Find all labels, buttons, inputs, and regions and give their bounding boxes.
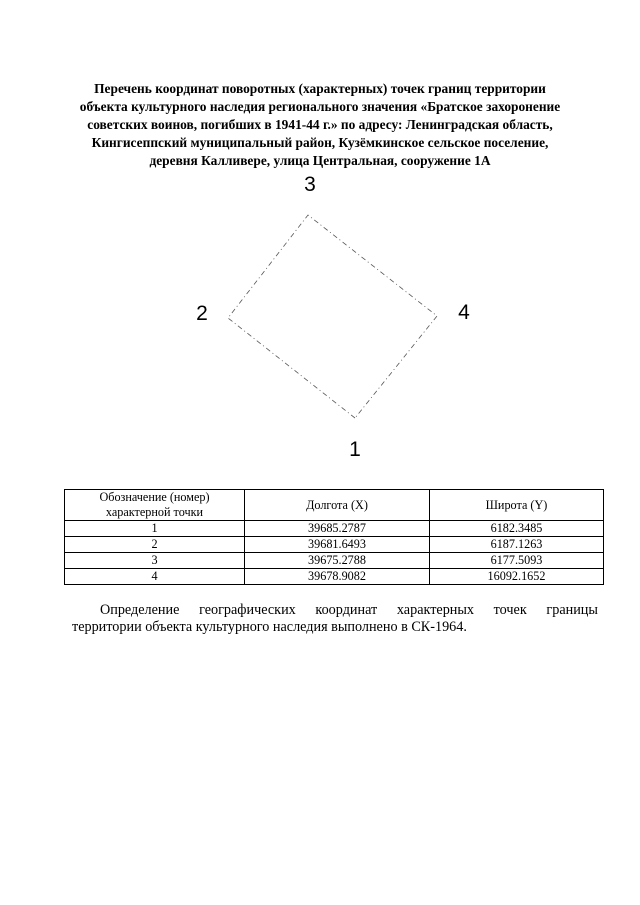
title-line: советских воинов, погибших в 1941-44 г.» по адресу: Ленинградская область, — [87, 117, 553, 132]
longitude-cell: 39685.2787 — [245, 521, 430, 537]
table-row — [65, 521, 604, 537]
note-word: географических — [199, 602, 296, 618]
coordinate-system-note — [72, 602, 598, 636]
longitude-cell: 39678.9082 — [245, 569, 430, 585]
latitude-cell: 6187.1263 — [430, 537, 604, 553]
table-row — [65, 553, 604, 569]
note-line-1 — [72, 602, 598, 619]
note-line-2: территории объекта культурного наследия выполнено в СК-1964. — [72, 619, 467, 635]
point-label-3: 3 — [304, 173, 316, 196]
note-word: границы — [546, 602, 598, 618]
header-point-number: Обозначение (номер) характерной точки — [65, 490, 245, 521]
note-word: характерных — [396, 602, 475, 618]
title-line: Перечень координат поворотных (характерных) точек границ территории — [94, 81, 546, 96]
note-word: точек — [493, 602, 527, 618]
point-number-cell: 2 — [65, 537, 245, 553]
header-longitude: Долгота (X) — [245, 490, 430, 521]
longitude-cell: 39675.2788 — [245, 553, 430, 569]
title-line: Кингисеппский муниципальный район, Кузёмкинское сельское поселение, — [91, 135, 549, 150]
point-label-1: 1 — [349, 438, 361, 461]
note-word: координат — [315, 602, 378, 618]
longitude-cell: 39681.6493 — [245, 537, 430, 553]
point-label-4: 4 — [458, 301, 470, 324]
latitude-cell: 16092.1652 — [430, 569, 604, 585]
latitude-cell: 6182.3485 — [430, 521, 604, 537]
title-line: объекта культурного наследия регионального значения «Братское захоронение — [79, 99, 561, 114]
note-word: Определение — [100, 602, 180, 618]
point-number-cell: 1 — [65, 521, 245, 537]
table-row — [65, 569, 604, 585]
boundary-polygon — [228, 215, 437, 418]
coordinates-table — [64, 489, 604, 585]
table-row — [65, 537, 604, 553]
header-latitude: Широта (Y) — [430, 490, 604, 521]
latitude-cell: 6177.5093 — [430, 553, 604, 569]
point-number-cell: 4 — [65, 569, 245, 585]
point-number-cell: 3 — [65, 553, 245, 569]
title-line: деревня Калливере, улица Центральная, сооружение 1А — [149, 153, 491, 168]
table-header-row — [65, 490, 604, 521]
point-label-2: 2 — [196, 302, 208, 325]
